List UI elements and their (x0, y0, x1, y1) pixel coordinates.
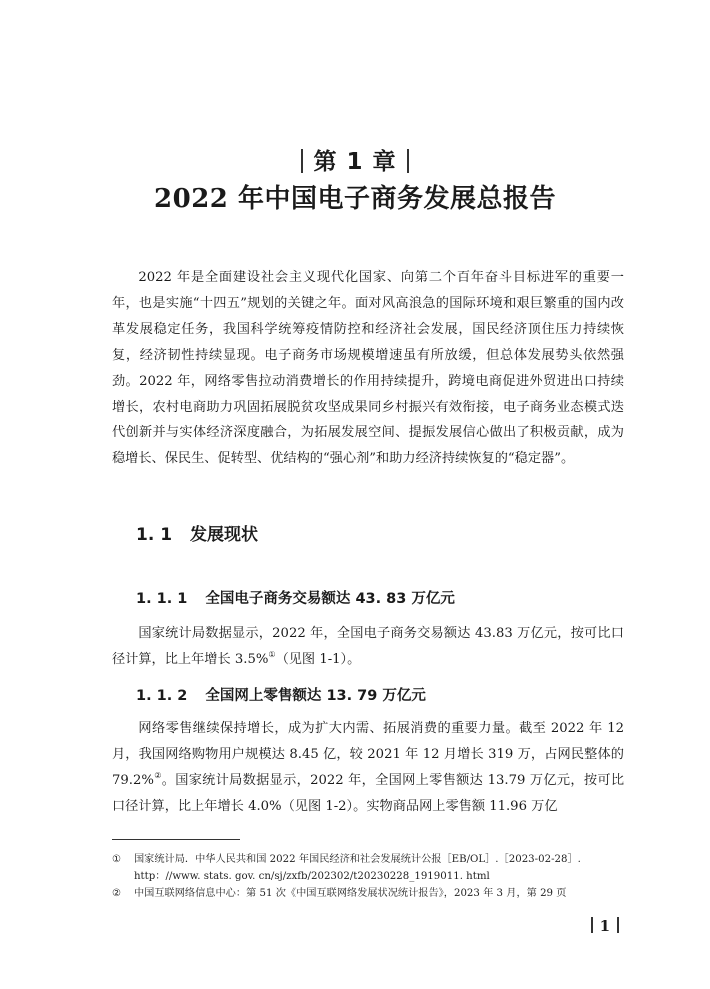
divider-bar (591, 917, 593, 933)
footnote-mark: ② (112, 888, 122, 899)
subsection-title: 全国电子商务交易额达 43. 83 万亿元 (205, 591, 455, 607)
footnote-text: 国家统计局．中华人民共和国 2022 年国民经济和社会发展统计公报［EB/OL］.［2023-02-28］. http：//www. stats. gov. cn/sj/zxfb/202302/t20230228_1919011. html (134, 854, 581, 882)
paragraph-text: 国家统计局数据显示，2022 年，全国电子商务交易额达 43.83 万亿元，按可比口径计算，比上年增长 3.5% (112, 626, 624, 667)
footnote-ref[interactable]: ① (268, 649, 276, 659)
divider-bar (407, 149, 409, 173)
subsection-title: 全国网上零售额达 13. 79 万亿元 (205, 688, 426, 704)
page-number (584, 917, 626, 935)
subsection-heading (136, 587, 455, 608)
divider-bar (617, 917, 619, 933)
chapter-label (0, 143, 710, 176)
footnote-item (112, 885, 632, 902)
section-heading (136, 520, 258, 545)
paragraph-text: 网络零售继续保持增长，成为扩大内需、拓展消费的重要力量。截至 2022 年 12 月，我国网络购物用户规模达 8.45 亿，较 2021 年 12 月增长 319 万，占网民整体的 79.2% (112, 721, 624, 788)
section-number: 1. 1 (136, 525, 173, 545)
paragraph-text: （见图 1-1）。 (275, 651, 361, 667)
subsection-paragraph (112, 621, 624, 673)
subsection-heading (136, 684, 426, 705)
subsection-number: 1. 1. 2 (136, 688, 188, 704)
footnote-text: 中国互联网络信息中心：第 51 次《中国互联网络发展状况统计报告》，2023 年 3 月，第 29 页 (134, 888, 567, 899)
intro-paragraph: 2022 年是全面建设社会主义现代化国家、向第二个百年奋斗目标进军的重要一年，也是实施“十四五”规划的关键之年。面对风高浪急的国际环境和艰巨繁重的国内改革发展稳定任务，我国科学统筹疫情防控和经济社会发展，国民经济顶住压力持续恢复，经济韧性持续显现。电子商务市场规模增速虽有所放缓，但总体发展势头依然强劲。2022 年，网络零售拉动消费增长的作用持续提升，跨境电商促进外贸进出口持续增长，农村电商助力巩固拓展脱贫攻坚成果同乡村振兴有效衔接，电子商务业态模式迭代创新并与实体经济深度融合，为拓展发展空间、提振发展信心做出了积极贡献，成为稳增长、保民生、促转型、优结构的“强心剂”和助力经济持续恢复的“稳定器”。 (112, 270, 624, 467)
paragraph-text: 。国家统计局数据显示，2022 年，全国网上零售额达 13.79 万亿元，按可比口径计算，比上年增长 4.0%（见图 1-2）。实物商品网上零售额 11.96 万亿 (112, 772, 625, 814)
divider-bar (301, 149, 303, 173)
chapter-number: 第 1 章 (313, 149, 397, 175)
page-number-value: 1 (599, 917, 610, 935)
subsection-paragraph (112, 716, 624, 820)
subsection-number: 1. 1. 1 (136, 591, 188, 607)
footnotes (112, 851, 632, 902)
footnote-divider (112, 839, 240, 840)
section-title: 发展现状 (190, 525, 259, 545)
footnote-item (112, 851, 632, 885)
footnote-ref[interactable]: ② (153, 770, 162, 780)
footnote-mark: ① (112, 854, 122, 865)
chapter-title: 2022 年中国电子商务发展总报告 (154, 184, 556, 214)
